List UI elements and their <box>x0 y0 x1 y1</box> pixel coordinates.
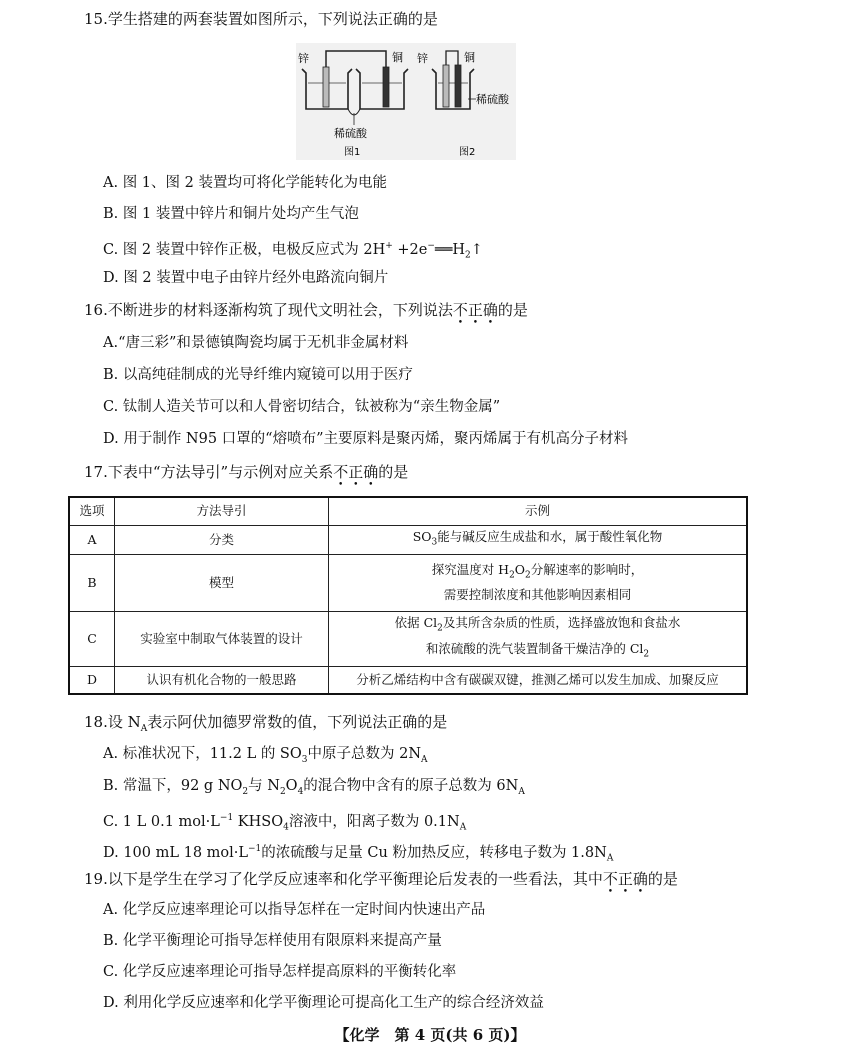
question-18-stem: 18.设 $N_A$表示阿伏加德罗常数的值，下列说法正确的是 <box>84 713 448 734</box>
cell-option: D <box>69 666 115 694</box>
q18-option-d: D. 100 mL 18 $mol\cdot L^{-1}$的浓硫酸与足量 Cu 粉加热反应，转移电子数为 $1.8N_A$ <box>103 844 614 864</box>
label-acid-2: 稀硫酸 <box>476 93 509 106</box>
table-header-row <box>69 497 747 525</box>
table-row <box>69 554 747 611</box>
q16-option-c: C. 钛制人造关节可以和人骨密切结合，钛被称为“亲生物金属” <box>103 399 501 415</box>
label-zn-1: 锌 <box>298 52 309 65</box>
beaker-icon <box>356 69 408 109</box>
header-example: 示例 <box>329 497 748 525</box>
cell-example: 分析乙烯结构中含有碳碳双键，推测乙烯可以发生加成、加聚反应 <box>329 666 748 694</box>
q16-option-b: B. 以高纯硅制成的光导纤维内窥镜可以用于医疗 <box>103 367 413 383</box>
cell-option: C <box>69 611 115 666</box>
q15-option-d: D. 图 2 装置中电子由锌片经外电路流向铜片 <box>103 270 389 286</box>
q15-option-a: A. 图 1、图 2 装置均可将化学能转化为电能 <box>103 175 387 191</box>
header-option: 选项 <box>69 497 115 525</box>
question-17-stem: 17.下表中“方法导引”与示例对应关系不正确的是 <box>84 463 409 481</box>
q15-option-b: B. 图 1 装置中锌片和铜片处均产生气泡 <box>103 206 359 222</box>
q15-option-c: C. 图 2 装置中锌作正极，电极反应式为 $2H^+ +2e^-══H_2↑$ <box>103 241 483 261</box>
question-15-stem: 15.学生搭建的两套装置如图所示，下列说法正确的是 <box>84 10 438 28</box>
zinc-electrode-icon <box>443 65 449 107</box>
cell-method: 认识有机化合物的一般思路 <box>115 666 329 694</box>
label-cu-2: 铜 <box>464 51 475 64</box>
cell-option: A <box>69 525 115 554</box>
copper-electrode-icon <box>455 65 461 107</box>
q19-option-d: D. 利用化学反应速率和化学平衡理论可提高化工生产的综合经济效益 <box>103 995 544 1011</box>
label-cu-1: 铜 <box>392 51 403 64</box>
label-zn-2: 锌 <box>417 52 428 65</box>
cell-example: 探究温度对 $H_2O_2$分解速率的影响时， 需要控制浓度和其他影响因素相同 <box>329 554 748 611</box>
cell-option: B <box>69 554 115 611</box>
q19-option-b: B. 化学平衡理论可指导怎样使用有限原料来提高产量 <box>103 933 442 949</box>
q18-option-b: B. 常温下，92 g $NO_2$与 $N_2O_4$的混合物中含有的原子总数为 $6N_A$ <box>103 778 525 797</box>
cell-example: 依据 $Cl_2$及其所含杂质的性质，选择盛放饱和食盐水 和浓硫酸的洗气装置制备干燥洁净的 $Cl_2$ <box>329 611 748 666</box>
table-row <box>69 611 747 666</box>
table-row <box>69 525 747 554</box>
caption-fig-1: 图1 <box>344 147 361 158</box>
caption-fig-2: 图2 <box>459 147 476 158</box>
q19-option-a: A. 化学反应速率理论可以指导怎样在一定时间内快速出产品 <box>103 902 486 918</box>
cell-method: 实验室中制取气体装置的设计 <box>115 611 329 666</box>
question-19-stem: 19.以下是学生在学习了化学反应速率和化学平衡理论后发表的一些看法，其中不正确的是 <box>84 870 678 888</box>
question-16-stem: 16.不断进步的材料逐渐构筑了现代文明社会，下列说法不正确的是 <box>84 301 528 319</box>
label-acid-1: 稀硫酸 <box>334 127 367 140</box>
zinc-electrode-icon <box>323 67 329 107</box>
cell-method: 模型 <box>115 554 329 611</box>
table-row <box>69 666 747 694</box>
cell-example: $SO_3$能与碱反应生成盐和水，属于酸性氧化物 <box>329 525 748 554</box>
cell-method: 分类 <box>115 525 329 554</box>
header-method: 方法导引 <box>115 497 329 525</box>
page-footer: 【化学 第 4 页(共 6 页)】 <box>334 1026 526 1044</box>
q16-option-a: A.“唐三彩”和景德镇陶瓷均属于无机非金属材料 <box>103 335 409 351</box>
q16-option-d: D. 用于制作 N95 口罩的“熔喷布”主要原料是聚丙烯，聚丙烯属于有机高分子材料 <box>103 431 629 447</box>
copper-electrode-icon <box>383 67 389 107</box>
method-example-table <box>68 496 748 695</box>
beaker-icon <box>432 69 474 109</box>
q19-option-c: C. 化学反应速率理论可指导怎样提高原料的平衡转化率 <box>103 964 457 980</box>
galvanic-cell-figure <box>296 43 516 160</box>
q18-option-a: A. 标准状况下，11.2 L 的 $SO_3$中原子总数为 $2N_A$ <box>103 746 428 765</box>
q18-option-c: C. 1 L 0.1 $mol\cdot L^{-1}$ $KHSO_4$溶液中，阳离子数为 $0.1N_A$ <box>103 813 467 833</box>
